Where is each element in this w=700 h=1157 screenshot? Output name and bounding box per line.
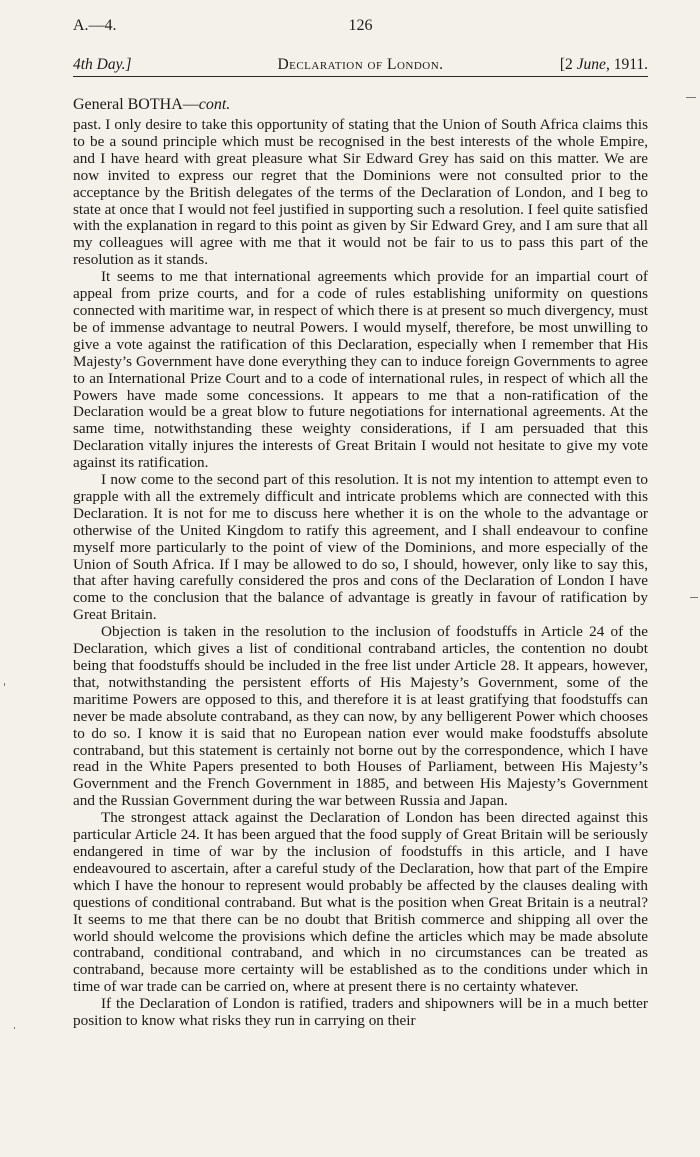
speaker-continued: cont. [198,96,231,113]
paragraph: The strongest attack against the Declaration of London has been directed against this particular Article 24. It has been argued that the food supply of Great Britain will be seriously endangered in time of war by the inclusion of foodstuffs in this article, and I have endeavoured to ascertain, after a careful study of the Declaration, how that part of the Empire which I have the honour to represent would probably be affected by the clauses dealing with questions of conditional contraband. But what is the position when Great Britain is a neutral? It seems to me that there can be no doubt that British commerce and shipping all over the world should welcome the provisions which define the articles which may be made absolute contraband, conditional contraband, and which in no circumstances can be treated as contraband, because more certainty will be established as to the conditions under which in time of war trade can be carried on, where at present there is no certainty whatever. [73,809,648,996]
margin-mark [690,597,698,598]
date-bracket: [2 [559,56,577,73]
page-header [73,17,648,37]
speaker-line [73,96,230,114]
date-month: June [576,56,606,73]
page-number: 126 [348,17,373,34]
document-reference: A.—4. [73,17,117,34]
running-head-date [560,56,648,74]
running-head [73,54,648,77]
speaker-name: General BOTHA— [73,96,199,113]
paragraph: I now come to the second part of this resolution. It is not my intention to attempt even to grapple with all the extremely difficult and intricate problems which are connected with this Declaration. It is not for me to discuss here whether it is on the whole to the advantage or otherwise of the United Kingdom to ratify this agreement, and I shall endeavour to confine myself more particularly to the point of view of the Dominions, and more especially of the Union of South Africa. If I may be allowed to do so, I should, however, only like to say this, that after having carefully considered the pros and cons of the Declaration of London I have come to the conclusion that the balance of advantage is greatly in favour of ratification by Great Britain. [73,471,648,624]
date-year: , 1911. [605,56,648,73]
paragraph: past. I only desire to take this opportunity of stating that the Union of South Africa claims this to be a sound principle which must be recognised in the best interests of the whole Empire, and I have heard with great pleasure what Sir Edward Grey has said on this matter. We are now invited to express our regret that the Dominions were not consulted prior to the acceptance by the British delegates of the terms of the Declaration of London, and I beg to state at once that I would not feel justified in supporting such a resolution. I feel quite satisfied with the explanation in regard to this point as given by Sir Edward Grey, and I am sure that all my colleagues will agree with me that it would not be fair to us to pass this part of the resolution as it stands. [73,116,648,269]
running-head-day: 4th Day.] [73,56,132,73]
running-head-title: Declaration of London. [277,56,444,73]
margin-mark [686,97,696,98]
paragraph: Objection is taken in the resolution to the inclusion of foodstuffs in Article 24 of the Declaration, which gives a list of conditional contraband articles, the contention no doubt being that foodstuffs should be included in the free list under Article 28. It appears, however, that, notwithstanding the persistent efforts of His Majesty’s Government, some of the maritime Powers are opposed to this, and therefore it is at least gratifying that foodstuffs can never be made absolute contraband, as they can now, by any belligerent Power which chooses to do so. I know it is said that no European nation ever would make foodstuffs absolute contraband, but this statement is certainly not borne out by the correspondence, which I have read in the White Papers presented to both Houses of Parliament, between His Majesty’s Government and the French Government in 1885, and between His Majesty’s Government and the Russian Government during the war between Russia and Japan. [73,623,648,810]
margin-mark [14,1027,15,1029]
paragraph: If the Declaration of London is ratified, traders and shipowners will be in a much better position to know what risks they run in carrying on their [73,995,648,1030]
margin-mark [4,683,5,686]
paragraph: It seems to me that international agreements which provide for an impartial court of appeal from prize courts, and for a code of rules establishing uniformity on questions connected with maritime war, in respect of which there is at present so much divergency, must be of immense advantage to neutral Powers. I would myself, therefore, be most unwilling to give a vote against the ratification of this Declaration, especially when I remember that His Majesty’s Government have done everything they can to induce foreign Governments to agree to an International Prize Court and to a code of international rules, in respect of which all the Powers have made some concessions. It appears to me that a non-ratification of the Declaration would be a great blow to future negotiations for international agreements. At the same time, notwithstanding these weighty considerations, if I am persuaded that this Declaration vitally injures the interests of Great Britain I would not hesitate to give my vote against its ratification. [73,268,648,472]
speech-body [73,117,648,1030]
